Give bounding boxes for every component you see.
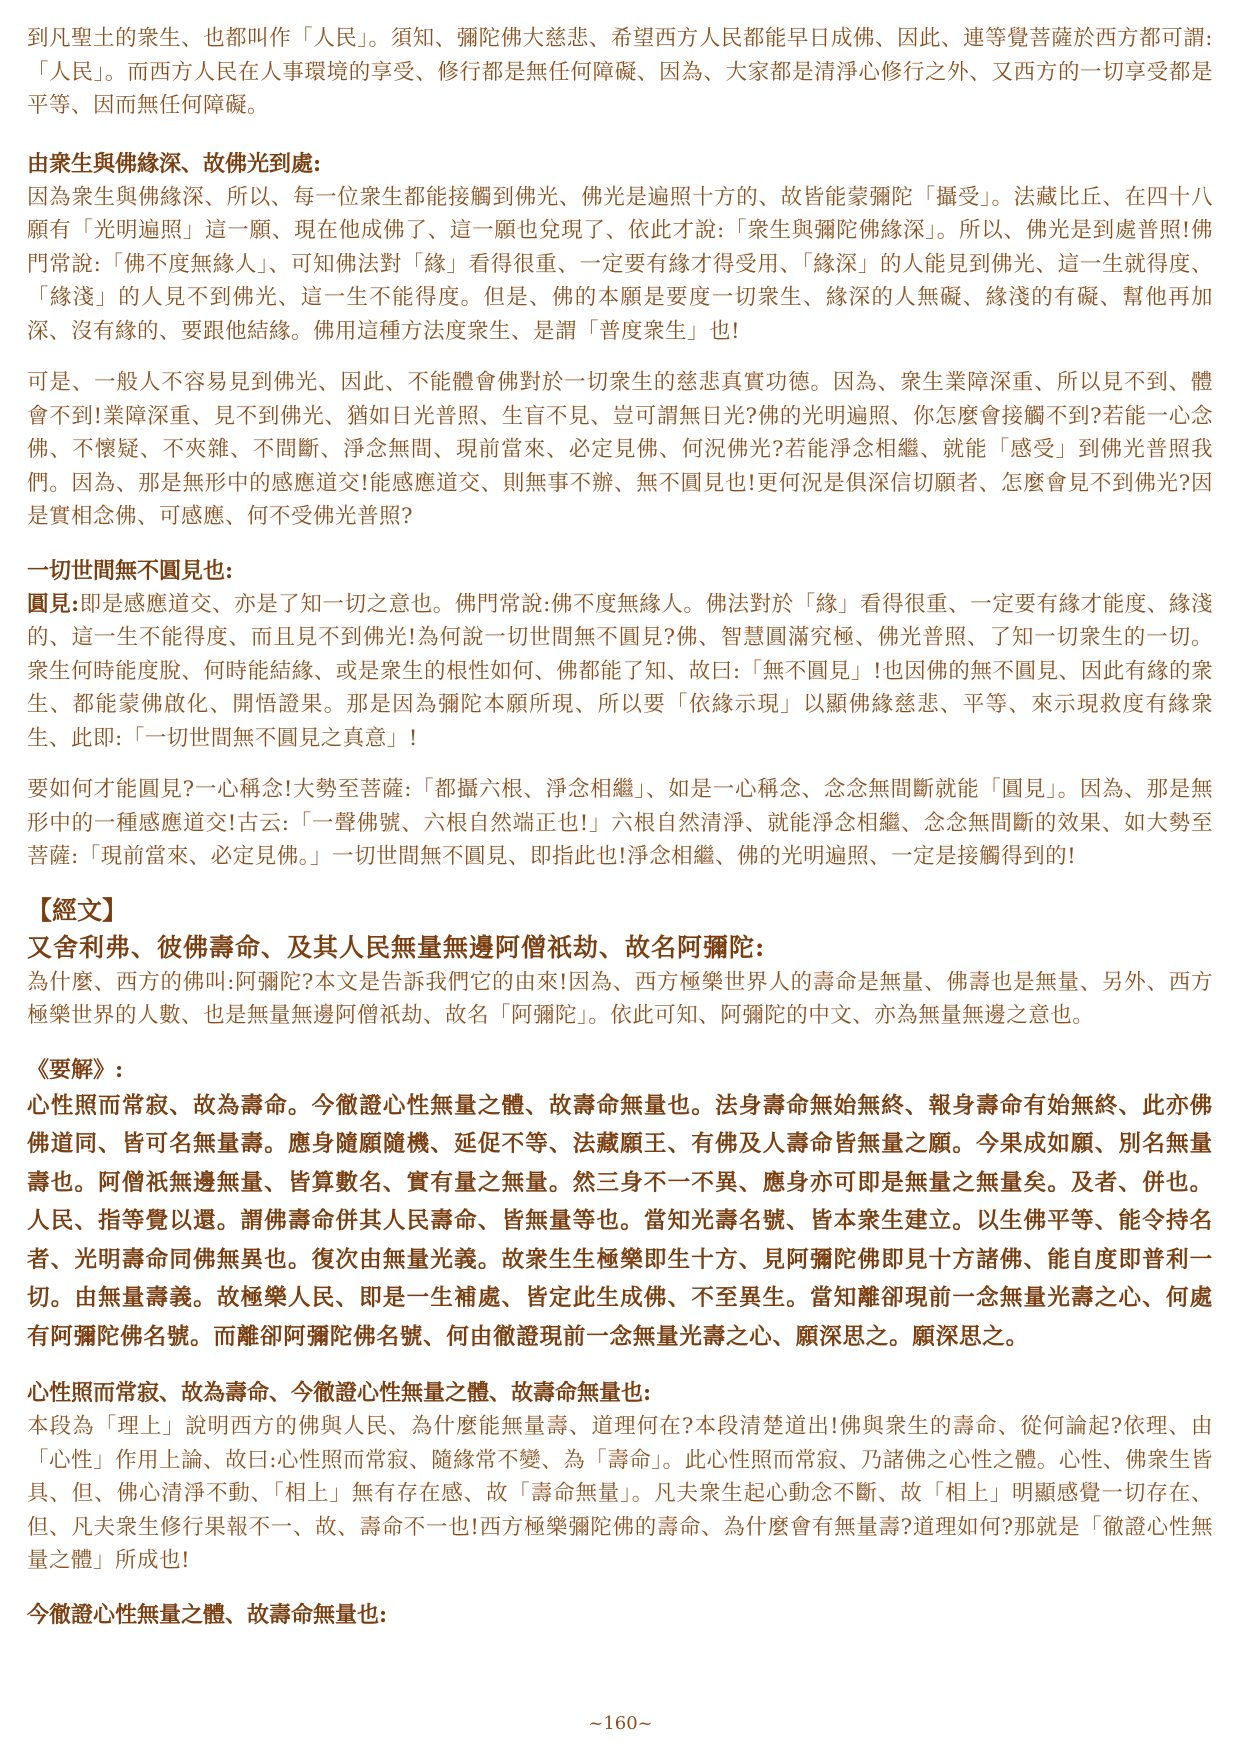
paragraph-buddha-light: 因為衆生與佛緣深、所以、每一位衆生都能接觸到佛光、佛光是遍照十方的、故皆能蒙彌陀「攝受」。法藏比丘、在四十八願有「光明遍照」這一願、現在他成佛了、這一願也兌現了、依此才說:「衆生與彌陀佛緣深」。所以、佛光是到處普照!佛門常說:「佛不度無緣人」、可知佛法對「緣」看得很重、一定要有緣才得受用、「緣深」的人能見到佛光、這一生就得度、「緣淺」的人見不到佛光、這一生不能得度。但是、佛的本願是要度一切衆生、緣深的人無礙、緣淺的有礙、幫他再加深、沒有緣的、要跟他結緣。佛用這種方法度衆生、是謂「普度衆生」也! <box>27 184 1213 344</box>
sutra-tag: 【經文】 <box>27 895 128 925</box>
paragraph-perfect-seeing <box>27 588 1213 756</box>
paragraph-perfect-seeing-text: 即是感應道交、亦是了知一切之意也。佛門常說:佛不度無緣人。佛法對於「緣」看得很重、一定要有緣才能度、緣淺的、這一生不能得度、而且見不到佛光!為何說一切世間無不圓見?佛、智慧圓滿究極、佛光普照、了知一切衆生的一切。衆生何時能度脫、何時能結緣、或是衆生的根性如何、佛都能了知、故曰:「無不圓見」!也因佛的無不圓見、因此有緣的衆生、都能蒙佛啟化、開悟證果。那是因為彌陀本願所現、所以要「依緣示現」以顯佛緣慈悲、平等、來示現救度有緣衆生、此即:「一切世間無不圓見之真意」! <box>27 591 1213 751</box>
document-page <box>27 22 1213 1632</box>
term-yuanjian: 圓見: <box>27 591 80 617</box>
commentary-body: 心性照而常寂、故為壽命。今徹證心性無量之體、故壽命無量也。法身壽命無始無終、報身壽命有始無終、此亦佛佛道同、皆可名無量壽。應身隨願隨機、延促不等、法藏願王、有佛及人壽命皆無量之願。今果成如願、別名無量壽也。阿僧祇無邊無量、皆算數名、實有量之無量。然三身不一不異、應身亦可即是無量之無量矣。及者、併也。人民、指等覺以還。謂佛壽命併其人民壽命、皆無量等也。當知光壽名號、皆本衆生建立。以生佛平等、能令持名者、光明壽命同佛無異也。復次由無量光義。故衆生生極樂即生十方、見阿彌陀佛即見十方諸佛、能自度即普利一切。由無量壽義。故極樂人民、即是一生補處、皆定此生成佛、不至異生。當知離卻現前一念無量光壽之心、何處有阿彌陀佛名號。而離卻阿彌陀佛名號、何由徹證現前一念無量光壽之心、願深思之。願深思之。 <box>27 1092 1213 1350</box>
paragraph-karma: 可是、一般人不容易見到佛光、因此、不能體會佛對於一切衆生的慈悲真實功德。因為、衆生業障深重、所以見不到、體會不到!業障深重、見不到佛光、猶如日光普照、生盲不見、豈可謂無日光?佛的光明遍照、你怎麼會接觸不到?若能一心念佛、不懷疑、不夾雜、不間斷、淨念無間、現前當來、必定見佛、何況佛光?若能淨念相繼、就能「感受」到佛光普照我們。因為、那是無形中的感應道交!能感應道交、則無事不辦、無不圓見也!更何況是俱深信切願者、怎麼會見不到佛光?因是實相念佛、可感應、何不受佛光普照? <box>27 370 1213 529</box>
heading-final: 今徹證心性無量之體、故壽命無量也: <box>27 1601 388 1628</box>
paragraph-mind-nature: 本段為「理上」說明西方的佛與人民、為什麼能無量壽、道理何在?本段清楚道出!佛與衆生的壽命、從何論起?依理、由「心性」作用上論、故曰:心性照而常寂、隨緣常不變、為「壽命」。此心性照而常寂、乃諸佛之心性之體。心性、佛衆生皆具、但、佛心清淨不動、「相上」無有存在感、故「壽命無量」。凡夫衆生起心動念不斷、故「相上」明顯感覺一切存在、但、凡夫衆生修行果報不一、故、壽命不一也!西方極樂彌陀佛的壽命、為什麼會有無量壽?道理如何?那就是「徹證心性無量之體」所成也! <box>27 1414 1213 1573</box>
commentary-tag: 《要解》: <box>27 1056 124 1083</box>
sutra-heading: 又舍利弗、彼佛壽命、及其人民無量無邊阿僧祇劫、故名阿彌陀: <box>27 932 766 962</box>
paragraph-amitabha-name: 為什麼、西方的佛叫:阿彌陀?本文是告訴我們它的由來!因為、西方極樂世界人的壽命是無量、佛壽也是無量、另外、西方極樂世界的人數、也是無量無邊阿僧祇劫、故名「阿彌陀」。依此可知、阿彌陀的中文、亦為無量無邊之意也。 <box>27 969 1213 1028</box>
paragraph-intro: 到凡聖土的衆生、也都叫作「人民」。須知、彌陀佛大慈悲、希望西方人民都能早日成佛、因此、連等覺菩薩於西方都可謂:「人民」。而西方人民在人事環境的享受、修行都是無任何障礙、因為、大家都是清淨心修行之外、又西方的一切享受都是平等、因而無任何障礙。 <box>27 26 1213 118</box>
page-number: ~160~ <box>588 1713 653 1734</box>
heading-buddha-light: 由衆生與佛緣深、故佛光到處: <box>27 150 322 177</box>
heading-mind-nature: 心性照而常寂、故為壽命、今徹證心性無量之體、故壽命無量也: <box>27 1380 652 1406</box>
paragraph-how-to-see: 要如何才能圓見?一心稱念!大勢至菩薩:「都攝六根、淨念相繼」、如是一心稱念、念念無間斷就能「圓見」。因為、那是無形中的一種感應道交!古云:「一聲佛號、六根自然端正也!」六根自然清淨、就能淨念相繼、念念無間斷的效果、如大勢至菩薩:「現前當來、必定見佛。」一切世間無不圓見、即指此也!淨念相繼、佛的光明遍照、一定是接觸得到的! <box>27 777 1213 869</box>
heading-perfect-seeing: 一切世間無不圓見也: <box>27 557 234 584</box>
